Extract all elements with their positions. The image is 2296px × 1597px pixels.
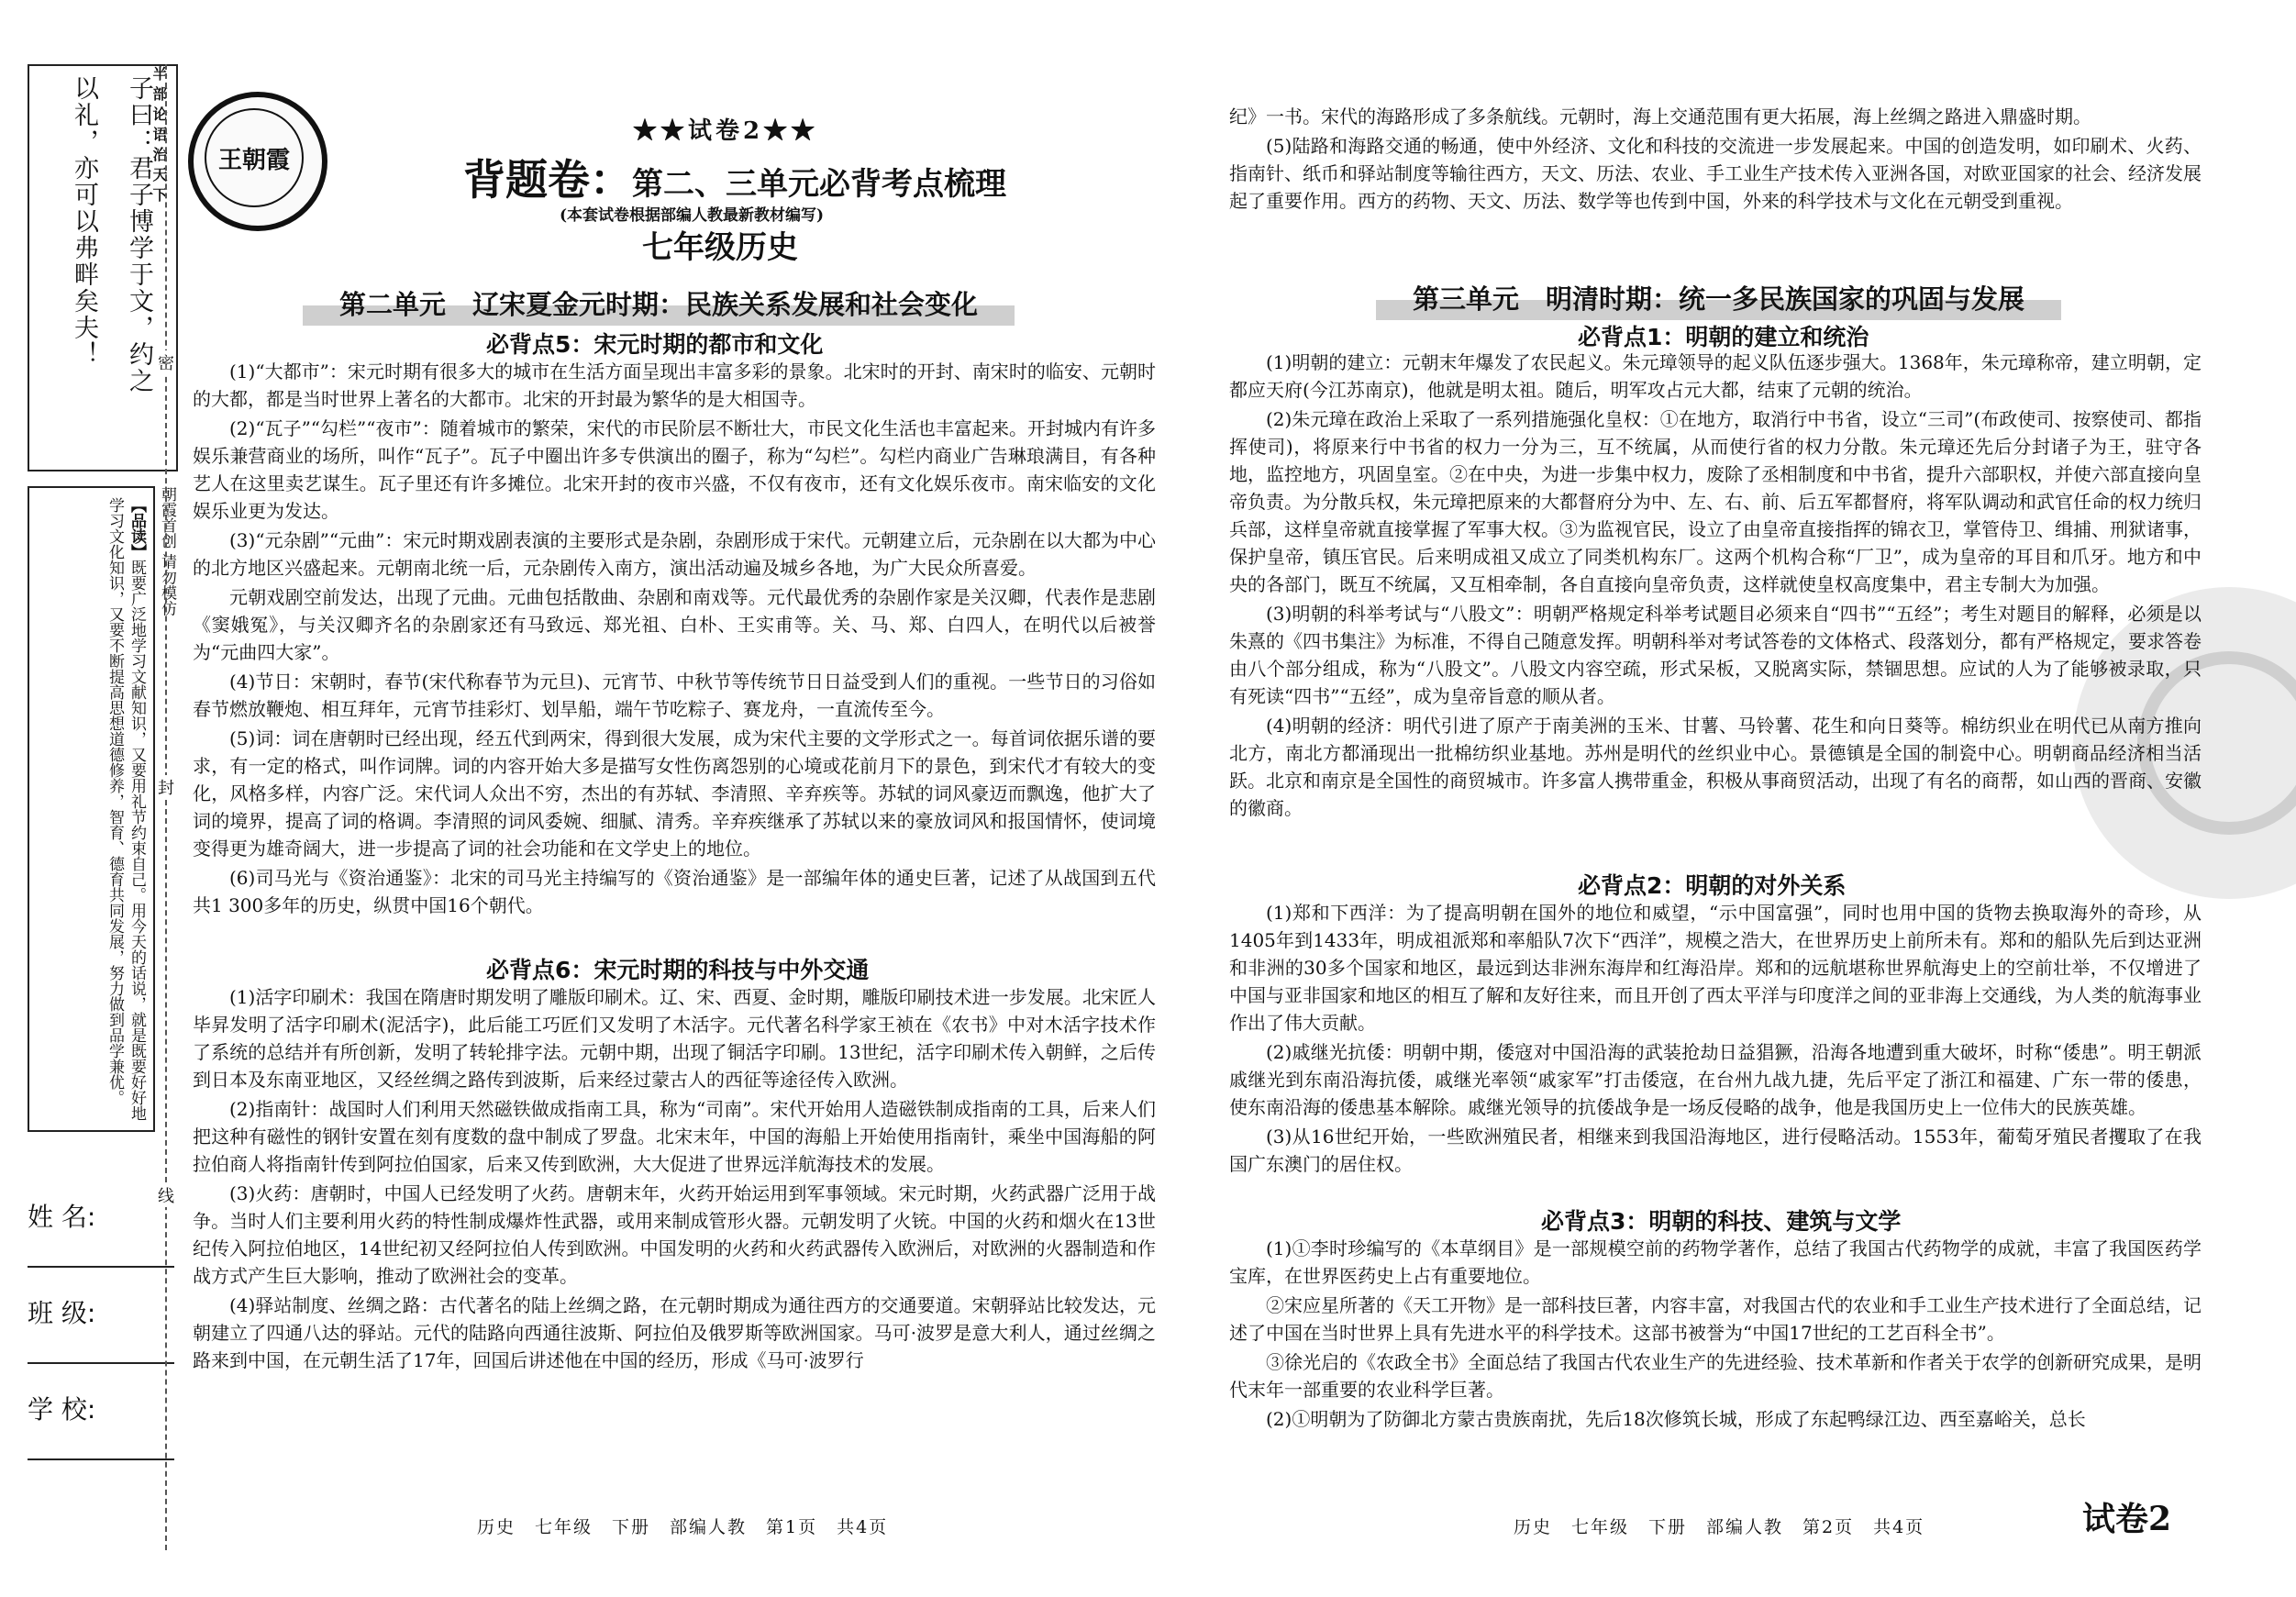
kp2-para-3: (3)从16世纪开始，一些欧洲殖民者，相继来到我国沿海地区，进行侵略活动。1553年，葡萄牙殖民者攫取了在我国广东澳门的居住权。 bbox=[1229, 1126, 2202, 1175]
kp6-para-2: (2)指南针：战国时人们利用天然磁铁做成指南工具，称为“司南”。宋代开始用人造磁铁制成指南的工具，后来人们把这种有磁性的钢针安置在刻有度数的盘中制成了罗盘。北宋末年，中国的海船上开始使用指南针，乘坐中国海船的阿拉伯商人将指南针传到阿拉伯国家，后来又传到欧洲，大大促进了世界远洋航海技术的发展。 bbox=[193, 1098, 1156, 1175]
kp3-para-1: (1)①李时珍编写的《本草纲目》是一部规模空前的药物学著作，总结了我国古代药物学的成就，丰富了我国医药学宝库，在世界医药史上占有重要地位。 bbox=[1229, 1237, 2202, 1287]
page-title: 背题卷：第二、三单元必背考点梳理 bbox=[463, 155, 1006, 205]
kp3-para-2: ②宋应星所著的《天工开物》是一部科技巨著，内容丰富，对我国古代的农业和手工业生产技术进行了全面总结，记述了中国在当时世界上具有先进水平的科学技术。这部书被誉为“中国17世纪的工艺百科全书”。 bbox=[1229, 1294, 2202, 1344]
quote-line-1: 子曰：君子博学于文，约之 bbox=[125, 75, 153, 394]
kp3-heading: 必背点3：明朝的科技、建筑与文学 bbox=[1541, 1208, 1902, 1235]
footer-page-2: 历史 七年级 下册 部编人教 第2页 共4页 bbox=[1514, 1517, 1925, 1537]
kp5-para-1: (1)“大都市”：宋元时期有很多大的城市在生活方面呈现出丰富多彩的景象。北宋时的开封、南宋时的临安、元朝时的大都，都是当时世界上著名的大都市。北宋的开封最为繁华的是大相国寺。 bbox=[193, 360, 1156, 410]
corner-paper-tag: 试卷2 bbox=[2082, 1500, 2172, 1538]
kp6-body bbox=[193, 983, 1156, 1376]
class-label: 班 级: bbox=[28, 1298, 96, 1328]
carryover-para-1: 纪》一书。宋代的海路形成了多条航线。元朝时，海上交通范围有更大拓展，海上丝绸之路进入鼎盛时期。 bbox=[1229, 105, 2091, 128]
unit-2-title: 第二单元 辽宋夏金元时期：民族关系发展和社会变化 bbox=[303, 281, 1015, 326]
kp2-heading: 必背点2：明朝的对外关系 bbox=[1578, 872, 1847, 899]
kp1-heading: 必背点1：明朝的建立和统治 bbox=[1578, 324, 1869, 350]
kp6-heading: 必背点6：宋元时期的科技与中外交通 bbox=[486, 957, 870, 983]
kp3-para-4: (2)①明朝为了防御北方蒙古贵族南扰，先后18次修筑长城，形成了东起鸭绿江边、西至嘉峪关，总长 bbox=[1266, 1408, 2086, 1430]
kp2-para-2: (2)戚继光抗倭：明朝中期，倭寇对中国沿海的武装抢劫日益猖獗，沿海各地遭到重大破坏，时称“倭患”。明王朝派戚继光到东南沿海抗倭，戚继光率领“戚家军”打击倭寇，在台州九战九捷，先后平定了浙江和福建、广东一带的倭患，使东南沿海的倭患基本解除。戚继光领导的抗倭战争是一场反侵略的战争，他是我国历史上一位伟大的民族英雄。 bbox=[1229, 1041, 2202, 1118]
school-line[interactable] bbox=[28, 1458, 174, 1460]
logo-text: 王朝霞 bbox=[205, 108, 304, 207]
kp1-para-4: (4)明朝的经济：明代引进了原产于南美洲的玉米、甘薯、马铃薯、花生和向日葵等。棉纺织业在明代已从南方推向北方，南北方都涌现出一批棉纺织业基地。苏州是明代的丝织业中心。景德镇是全国的制瓷中心。明朝商品经济相当活跃。北京和南京是全国性的商贸城市。许多富人携带重金，积极从事商贸活动，出现了有名的商帮，如山西的晋商、安徽的徽商。 bbox=[1229, 715, 2202, 819]
binding-margin bbox=[28, 64, 174, 1532]
title-main: 背题卷 bbox=[463, 155, 590, 205]
seal-line bbox=[165, 64, 167, 1550]
carryover-body bbox=[1229, 103, 2202, 216]
kp5-para-4: 元朝戏剧空前发达，出现了元曲。元曲包括散曲、杂剧和南戏等。元代最优秀的杂剧作家是关汉卿，代表作是悲剧《窦娥冤》，与关汉卿齐名的杂剧家还有马致远、郑光祖、白朴、王实甫等。关、马、郑、白四人，在明代以后被誉为“元曲四大家”。 bbox=[193, 586, 1156, 663]
kp5-body bbox=[193, 358, 1156, 921]
pindu-text bbox=[104, 497, 148, 1121]
kp5-para-2: (2)“瓦子”“勾栏”“夜市”：随着城市的繁荣，宋代的市民阶层不断壮大，市民文化生活也丰富起来。开封城内有许多娱乐兼营商业的场所，叫作“瓦子”。瓦子中圈出许多专供演出的圈子，称为“勾栏”。勾栏内商业广告琳琅满目，有各种艺人在这里卖艺谋生。瓦子里还有许多摊位。北宋开封的夜市兴盛，不仅有夜市，还有文化娱乐夜市。南宋临安的文化娱乐业更为发达。 bbox=[193, 417, 1156, 522]
kp1-para-1: (1)明朝的建立：元朝末年爆发了农民起义。朱元璋领导的起义队伍逐步强大。1368年，朱元璋称帝，建立明朝，定都应天府(今江苏南京)，他就是明太祖。随后，明军攻占元大都，结束了元朝的统治。 bbox=[1229, 351, 2202, 401]
kp2-body bbox=[1229, 899, 2202, 1180]
quote-line-2: 以礼，亦可以弗畔矣夫！ bbox=[70, 75, 98, 368]
kp1-para-2: (2)朱元璋在政治上采取了一系列措施强化皇权：①在地方，取消行中书省，设立“三司”(布政使司、按察使司、都指挥使司)，将原来行中书省的权力一分为三，互不统属，从而使行省的权力分散。朱元璋还先后分封诸子为王，驻守各地，监控地方，巩固皇室。②在中央，为进一步集中权力，废除了丞相制度和中书省，提升六部职权，并使六部直接向皇帝负责。为分散兵权，朱元璋把原来的大都督府分为中、左、右、前、后五军都督府，将军队调动和武官任命的权力统归兵部，这样皇帝就直接掌握了军事大权。③为监视官民，设立了由皇帝直接指挥的锦衣卫，掌管侍卫、缉捕、刑狱诸事，保护皇帝，镇压官民。后来明成祖又成立了同类机构东厂。这两个机构合称“厂卫”，成为皇帝的耳目和爪牙。地方和中央的各部门，既互不统属，又互相牵制，各自直接向皇帝负责，这样就使皇权高度集中，君主专制大为加强。 bbox=[1229, 408, 2202, 595]
seal-mark-2: 封 bbox=[158, 775, 174, 799]
edition-note: (本套试卷根据部编人教最新教材编写) bbox=[560, 206, 825, 225]
pindu-label: 【品读】 bbox=[128, 497, 146, 560]
unit-3-title: 第三单元 明清时期：统一多民族国家的巩固与发展 bbox=[1376, 275, 2061, 320]
brand-logo bbox=[188, 92, 327, 231]
motto-small: 半部论语治天下 bbox=[150, 66, 168, 207]
grade-subject: 七年级历史 bbox=[642, 229, 798, 266]
seal-text: 朝霞首创 请勿模仿 bbox=[158, 486, 176, 616]
kp1-body bbox=[1229, 349, 2202, 824]
kp6-para-4: (4)驿站制度、丝绸之路：古代著名的陆上丝绸之路，在元朝时期成为通往西方的交通要道。宋朝驿站比较发达，元朝建立了四通八达的驿站。元代的陆路向西通往波斯、阿拉伯及俄罗斯等欧洲国家。马可·波罗是意大利人，通过丝绸之路来到中国，在元朝生活了17年，回国后讲述他在中国的经历，形成《马可·波罗行 bbox=[193, 1294, 1156, 1371]
seal-mark-1: 密 bbox=[158, 350, 174, 374]
kp5-para-6: (5)词：词在唐朝时已经出现，经五代到两宋，得到很大发展，成为宋代主要的文学形式之一。每首词依据乐谱的要求，有一定的格式，叫作词牌。词的内容开始大多是描写女性伤离怨别的心境或花前月下的景色，到宋代才有较大的变化，风格多样，内容广泛。宋代词人众出不穷，杰出的有苏轼、李清照、辛弃疾等。苏轼的词风豪迈而飘逸，他扩大了词的境界，提高了词的格调。李清照的词风委婉、细腻、清秀。辛弃疾继承了苏轼以来的豪放词风和报国情怀，使词境变得更为雄奇阔大，进一步提高了词的社会功能和在文学史上的地位。 bbox=[193, 727, 1156, 859]
kp3-para-3: ③徐光启的《农政全书》全面总结了我国古代农业生产的先进经验、技术革新和作者关于农学的创新研究成果，是明代末年一部重要的农业科学巨著。 bbox=[1229, 1351, 2202, 1401]
kp5-para-7: (6)司马光与《资治通鉴》：北宋的司马光主持编写的《资治通鉴》是一部编年体的通史巨著，记述了从战国到五代共1 300多年的历史，纵贯中国16个朝代。 bbox=[193, 867, 1156, 916]
kp3-body bbox=[1229, 1235, 2202, 1435]
kp1-para-3: (3)明朝的科举考试与“八股文”：明朝严格规定科举考试题目必须来自“四书”“五经”；考生对题目的解释，必须是以朱熹的《四书集注》为标准，不得自己随意发挥。明朝科举对考试答卷的文体格式、段落划分，都有严格规定，要求答卷由八个部分组成，称为“八股文”。八股文内容空疏，形式呆板，又脱离实际，禁锢思想。应试的人为了能够被录取，只有死读“四书”“五经”，成为皇帝旨意的顺从者。 bbox=[1229, 603, 2202, 707]
name-line[interactable] bbox=[28, 1266, 174, 1268]
class-line[interactable] bbox=[28, 1362, 174, 1364]
kp2-para-1: (1)郑和下西洋：为了提高明朝在国外的地位和威望，“示中国富强”，同时也用中国的货物去换取海外的奇珍，从1405年到1433年，明成祖派郑和率船队7次下“西洋”，规模之浩大，在世界历史上前所未有。郑和的船队先后到达亚洲和非洲的30多个国家和地区，最远到达非洲东海岸和红海沿岸。郑和的远航堪称世界航海史上的空前壮举，不仅增进了中国与亚非国家和地区的相互了解和友好往来，而且开创了西太平洋与印度洋之间的亚非海上交通线，为人类的航海事业作出了伟大贡献。 bbox=[1229, 902, 2202, 1034]
kp6-para-1: (1)活字印刷术：我国在隋唐时期发明了雕版印刷术。辽、宋、西夏、金时期，雕版印刷技术进一步发展。北宋匠人毕昇发明了活字印刷术(泥活字)，此后能工巧匠们又发明了木活字。元代著名科学家王祯在《农书》中对木活字技术作了系统的总结并有所创新，发明了转轮排字法。元朝中期，出现了铜活字印刷。13世纪，活字印刷术传入朝鲜，之后传到日本及东南亚地区，又经丝绸之路传到波斯，后来经过蒙古人的西征等途径传入欧洲。 bbox=[193, 986, 1156, 1091]
school-label: 学 校: bbox=[28, 1394, 96, 1425]
seal-mark-3: 线 bbox=[158, 1183, 174, 1207]
pindu-box bbox=[28, 486, 155, 1132]
name-label: 姓 名: bbox=[28, 1202, 96, 1232]
carryover-para-2: (5)陆路和海路交通的畅通，使中外经济、文化和科技的交流进一步发展起来。中国的创造发明，如印刷术、火药、指南针、纸币和驿站制度等输往西方，天文、历法、农业、手工业生产技术传入亚洲各国，对欧亚国家的社会、经济发展起了重要作用。西方的药物、天文、历法、数学等也传到中国，外来的科学技术与文化在元朝受到重视。 bbox=[1229, 135, 2202, 212]
footer-page-1: 历史 七年级 下册 部编人教 第1页 共4页 bbox=[477, 1517, 889, 1537]
pindu-body: 既要广泛地学习文献知识，又要用礼节约束自己。用今天的话说，就是既要好好地学习文化知识，又要不断提高思想道德修养，智育、德育共同发展，努力做到品学兼优。 bbox=[105, 497, 146, 1121]
kp5-para-5: (4)节日：宋朝时，春节(宋代称春节为元旦)、元宵节、中秋节等传统节日日益受到人们的重视。一些节日的习俗如春节燃放鞭炮、相互拜年，元宵节挂彩灯、划旱船，端午节吃粽子、赛龙舟，一直流传至今。 bbox=[193, 671, 1156, 720]
motto-box bbox=[28, 64, 178, 471]
kp5-para-3: (3)“元杂剧”“元曲”：宋元时期戏剧表演的主要形式是杂剧，杂剧形成于宋代。元朝建立后，元杂剧在以大都为中心的北方地区兴盛起来。元朝南北统一后，元杂剧传入南方，演出活动遍及城乡各地，为广大民众所喜爱。 bbox=[193, 529, 1156, 579]
title-sub: 第二、三单元必背考点梳理 bbox=[632, 166, 1006, 203]
paper-tag: ★★试卷2★★ bbox=[633, 117, 819, 145]
kp6-para-3: (3)火药：唐朝时，中国人已经发明了火药。唐朝末年，火药开始运用到军事领域。宋元时期，火药武器广泛用于战争。当时人们主要利用火药的特性制成爆炸性武器，或用来制成管形火器。元朝发明了火铳。中国的火药和烟火在13世纪传入阿拉伯地区，14世纪初又经阿拉伯人传到欧洲。中国发明的火药和火药武器传入欧洲后，对欧洲的火器制造和作战方式产生巨大影响，推动了欧洲社会的变革。 bbox=[193, 1182, 1156, 1287]
kp5-heading: 必背点5：宋元时期的都市和文化 bbox=[486, 331, 824, 358]
